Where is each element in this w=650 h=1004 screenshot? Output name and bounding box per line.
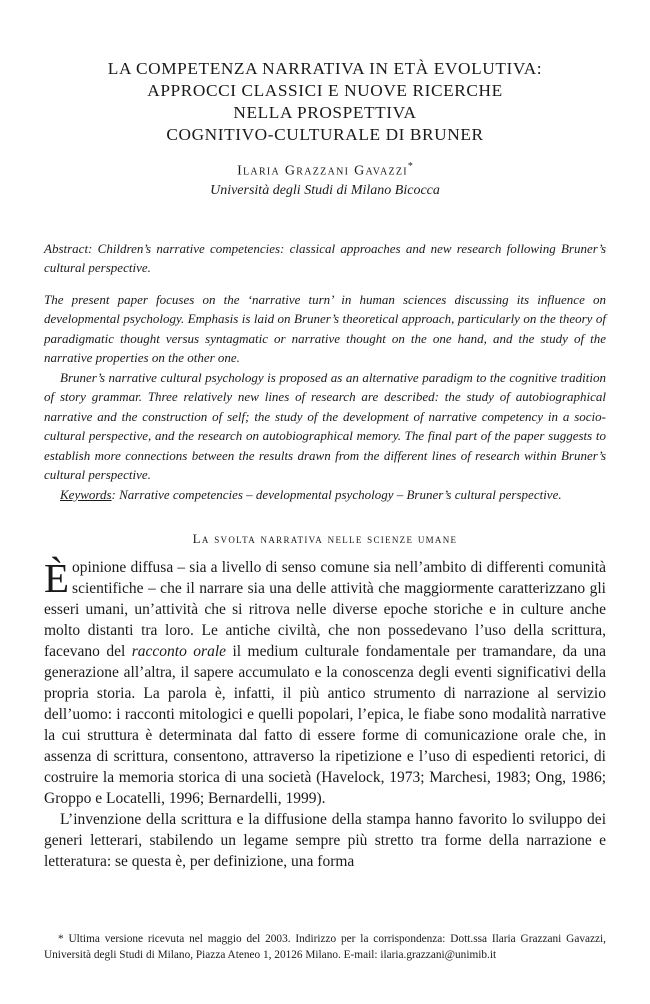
- abstract: [44, 239, 606, 505]
- paper-page: [44, 58, 606, 872]
- body-emphasis: racconto orale: [131, 643, 227, 661]
- keywords-label: Keywords: [60, 486, 112, 502]
- footnote-mark: *: [407, 161, 413, 172]
- title-line-2: APPROCCI CLASSICI E NUOVE RICERCHE: [147, 81, 503, 100]
- title-line-1: LA COMPETENZA NARRATIVA IN ETÀ EVOLUTIVA:: [107, 59, 543, 78]
- section-heading: La svolta narrativa nelle scienze umane: [192, 531, 458, 547]
- abstract-paragraph-1: The present paper focuses on the ‘narrative turn’ in human sciences discussing its influence on developmental psychology. Emphasis is laid on Bruner’s theoretical approach, particularly on the theory of paradigmatic thought versus syntagmatic or narrative thought on the one hand, and the study of the narrative properties on the other one.: [44, 291, 606, 366]
- title-line-3: NELLA PROSPETTIVA: [233, 103, 417, 122]
- footnote: [44, 932, 606, 963]
- drop-cap: È: [44, 555, 70, 602]
- author-line: [44, 161, 606, 180]
- author-name: Ilaria Grazzani Gavazzi: [237, 163, 408, 179]
- title-line-4: COGNITIVO-CULTURALE DI BRUNER: [166, 125, 484, 144]
- keywords: [44, 485, 606, 505]
- body-paragraph-1-start: opinione diffusa – sia a livello di senso comune sia nell’ambito di differenti comunità scientifiche – che il narrare sia una delle attività che maggiormente caratterizzano gli esseri umani, un’attività che si ritrova nelle diverse epoche storiche e in culture anche molto distanti tra loro. Le antiche civiltà, che non possedevano l’uso della scrittura, facevano del: [44, 559, 606, 661]
- body-paragraph-1: [44, 557, 606, 809]
- body-paragraph-2: L’invenzione della scrittura e la diffusione della stampa hanno favorito lo sviluppo dei generi letterari, stabilendo un legame sempre più stretto tra forme della narrazione e letteratura: se questa è, per definizione, una forma: [44, 811, 606, 871]
- footnote-text: * Ultima versione ricevuta nel maggio del 2003. Indirizzo per la corrispondenza: Dott.ssa Ilaria Grazzani Gavazzi, Università degli Studi di Milano, Piazza Ateneo 1, 20126 Milano. E-mail: ilaria.grazzani@unimib.it: [44, 933, 606, 961]
- abstract-paragraph-2: Bruner’s narrative cultural psychology is proposed as an alternative paradigm to the cognitive tradition of story grammar. Three relatively new lines of research are described: the study of autobiographical narrative and the construction of self; the study of the development of narrative competency in a socio-cultural perspective, and the research on autobiographical memory. The final part of the paper suggests to establish more connections between the results drawn from the different lines of research within Bruner’s cultural perspective.: [44, 369, 606, 483]
- body-paragraph-1-end: il medium culturale fondamentale per tramandare, da una generazione all’altra, il sapere accumulato e la conoscenza degli eventi significativi della propria storia. La parola è, infatti, il più antico strumento di narrazione al servizio dell’uomo: i racconti mitologici e quelli popolari, l’epica, le fiabe sono modalità narrative la cui struttura è determinata dal fatto di essere forme di comunicazione orale che, in assenza di scrittura, consentono, attraverso la ripetizione e l’uso di espedienti retorici, di costruire la memoria storica di una società (Havelock, 1973; Marchesi, 1983; Ong, 1986; Groppo e Locatelli, 1996; Bernardelli, 1999).: [44, 643, 606, 808]
- abstract-title: Abstract: Children’s narrative competencies: classical approaches and new research following Bruner’s cultural perspective.: [44, 240, 606, 276]
- author-affiliation: Università degli Studi di Milano Bicocca: [210, 182, 440, 198]
- paper-title: [44, 58, 606, 146]
- body-text: [44, 557, 606, 872]
- keywords-text: : Narrative competencies – developmental psychology – Bruner’s cultural perspective.: [111, 486, 562, 502]
